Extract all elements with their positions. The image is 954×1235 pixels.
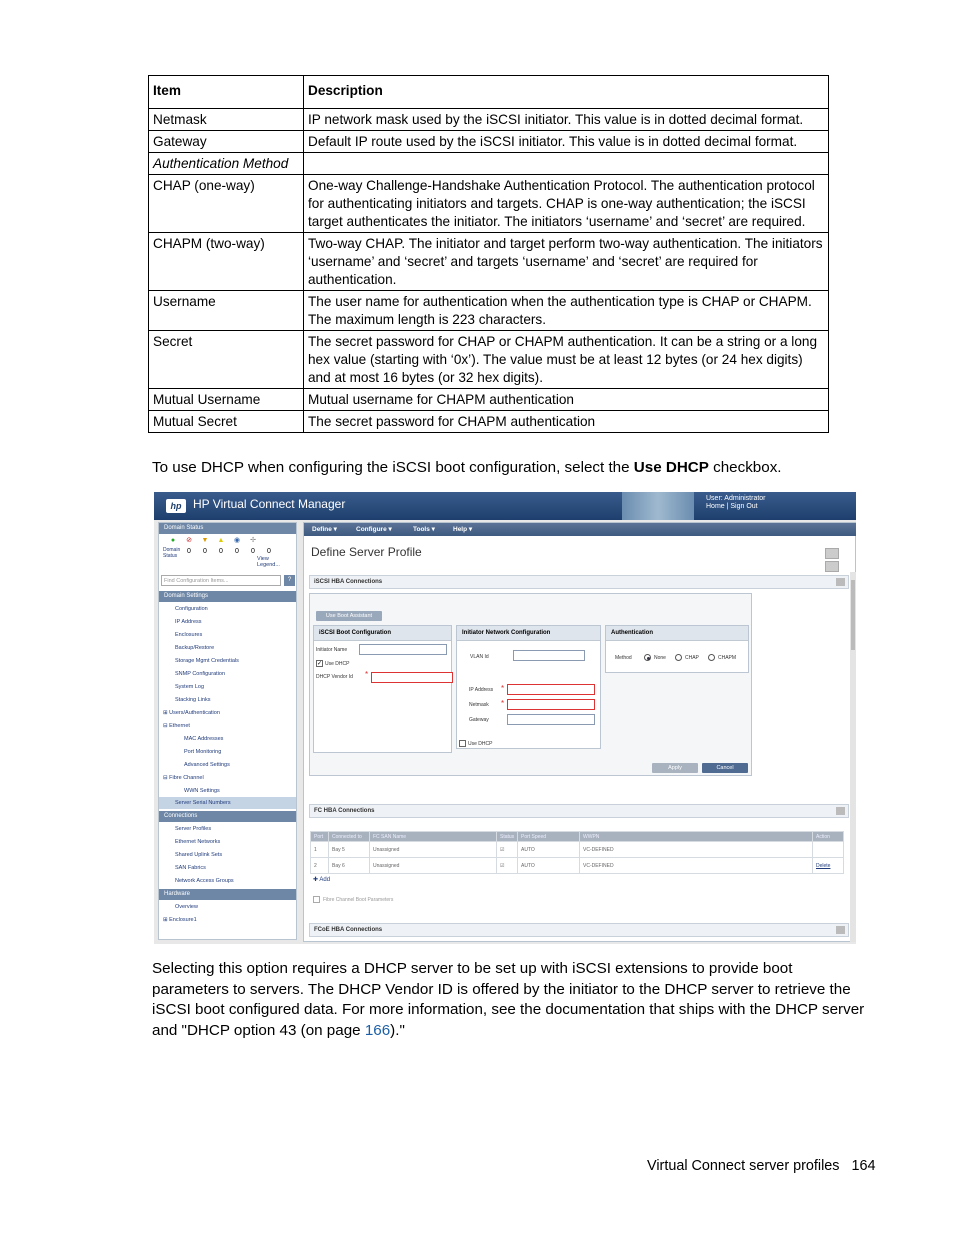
row-description: Default IP route used by the iSCSI initiator. This value is in dotted decimal format.	[304, 131, 829, 153]
menu-bar	[304, 523, 856, 536]
add-connection-link[interactable]	[313, 876, 330, 883]
nav-storage-credentials[interactable]: Storage Mgmt Credentials	[175, 658, 239, 664]
page-link[interactable]: 166	[364, 1021, 391, 1039]
nav-serial-numbers[interactable]: Server Serial Numbers	[175, 800, 231, 806]
body-paragraph	[152, 959, 872, 1041]
required-icon: *	[501, 699, 505, 708]
body-text-end: )."	[390, 1021, 405, 1039]
plus-icon: ✚	[313, 877, 320, 883]
fc-section-header	[309, 804, 849, 818]
vc-manager-screenshot	[154, 492, 856, 944]
method-label: Method	[615, 655, 632, 661]
hp-logo: hp	[166, 499, 186, 513]
fc-header-row	[311, 832, 844, 842]
method-chap-label: CHAP	[685, 655, 699, 661]
parameters-table	[148, 75, 829, 433]
row-item: CHAP (one-way)	[149, 175, 304, 233]
method-chapm-radio[interactable]	[708, 654, 715, 661]
nav-system-log[interactable]: System Log	[175, 684, 205, 690]
app-title: HP Virtual Connect Manager	[193, 497, 346, 511]
warning-icon: ▲	[217, 537, 225, 544]
vlan-input[interactable]	[513, 650, 585, 661]
nav-fibre-channel[interactable]	[163, 775, 204, 781]
menu-configure[interactable]: Configure ▾	[356, 526, 392, 533]
row-description: The secret password for CHAPM authentication	[304, 411, 829, 433]
expand-icon[interactable]: ⊞	[163, 917, 170, 923]
fc-col-action: Action	[813, 832, 844, 842]
authentication-header: Authentication	[606, 626, 748, 641]
footer-section: Virtual Connect server profiles	[647, 1158, 840, 1174]
use-dhcp-net-label: Use DHCP	[468, 741, 493, 747]
nav-ethernet[interactable]	[163, 723, 190, 729]
collapse-icon[interactable]: ⊟	[163, 775, 170, 781]
table-row	[149, 389, 829, 411]
body-text: Selecting this option requires a DHCP server to be set up with iSCSI extensions to provide boot parameters to servers. The DHCP Vendor ID is offered by the initiator to the DHCP server to retrieve the iSCSI boot configured data. For more information, see the documentation that ships with the DHCP server and "DHCP option 43 (on page	[152, 960, 865, 1039]
use-dhcp-label: Use DHCP	[325, 661, 350, 667]
vlan-label: VLAN Id	[470, 654, 489, 660]
required-icon: *	[365, 670, 369, 679]
fc-boot-checkbox[interactable]	[313, 896, 320, 903]
collapse-icon[interactable]: ⊟	[163, 723, 170, 729]
row-description: The user name for authentication when the authentication type is CHAP or CHAPM. The maximum length is 223 characters.	[304, 291, 829, 331]
dhcp-vendor-input[interactable]	[371, 672, 453, 683]
status-check-icon: ☑	[500, 862, 505, 869]
ip-address-label: IP Address	[469, 687, 494, 693]
nav-users-auth-label: Users/Authentication	[169, 710, 220, 716]
user-box	[706, 495, 766, 511]
fc-wwpn[interactable]: VC-DEFINED	[580, 858, 813, 874]
fc-col-port: Port	[311, 832, 329, 842]
count-critical: 0	[203, 548, 207, 555]
intro-paragraph	[152, 459, 782, 476]
menu-help[interactable]: Help ▾	[453, 526, 473, 533]
fc-status	[497, 858, 518, 874]
header-banner-image	[622, 492, 694, 520]
iscsi-section-header	[309, 575, 849, 589]
user-line: User: Administrator	[706, 495, 766, 502]
cancel-button[interactable]: Cancel	[702, 763, 748, 773]
count-warning: 0	[235, 548, 239, 555]
fc-connected: Bay 5	[329, 842, 370, 858]
nav-server-profiles[interactable]: Server Profiles	[175, 826, 212, 832]
nav-wwn-settings[interactable]: WWN Settings	[184, 788, 220, 794]
main-scrollbar[interactable]	[850, 572, 856, 942]
nav-snmp[interactable]: SNMP Configuration	[175, 671, 226, 677]
nav-enclosure1[interactable]	[163, 917, 197, 923]
page-buttons	[821, 548, 855, 574]
intro-text-end: checkbox.	[708, 459, 782, 476]
row-description: Two-way CHAP. The initiator and target perform two-way authentication. The initiators ‘username’ and ‘secret’ and targets ‘username’ and ‘secret’ are required for authentication.	[304, 233, 829, 291]
authentication-box	[605, 625, 749, 673]
row-item: CHAPM (two-way)	[149, 233, 304, 291]
page-title: Define Server Profile	[311, 545, 422, 559]
major-icon: ▼	[201, 537, 209, 544]
app-header	[154, 492, 856, 520]
iscsi-section-title: iSCSI HBA Connections	[314, 579, 383, 585]
fc-wwpn[interactable]: VC-DEFINED	[580, 842, 813, 858]
fc-san[interactable]: Unassigned	[370, 858, 497, 874]
fc-speed[interactable]: AUTO	[518, 842, 580, 858]
left-panel	[158, 522, 297, 940]
fc-port: 1	[311, 842, 329, 858]
unknown-icon: ✢	[250, 537, 256, 544]
nav-shared-uplink-sets[interactable]: Shared Uplink Sets	[175, 852, 223, 858]
fc-speed[interactable]: AUTO	[518, 858, 580, 874]
use-boot-assistant-button[interactable]: Use Boot Assistant	[316, 611, 382, 621]
nav-mac-addresses[interactable]: MAC Addresses	[184, 736, 224, 742]
nav-san-fabrics[interactable]: SAN Fabrics	[175, 865, 206, 871]
required-icon: *	[501, 684, 505, 693]
status-check-icon: ☑	[500, 846, 505, 853]
netmask-label: Netmask	[469, 702, 489, 708]
network-config-box	[456, 625, 601, 749]
fc-action[interactable]	[813, 842, 844, 858]
add-label: Add	[319, 877, 331, 883]
row-description: IP network mask used by the iSCSI initiator. This value is in dotted decimal format.	[304, 109, 829, 131]
use-dhcp-net-checkbox[interactable]	[459, 740, 466, 747]
fcoe-section-header	[309, 923, 849, 937]
view-legend-link[interactable]: View Legend...	[257, 556, 280, 568]
nav-overview[interactable]: Overview	[175, 904, 198, 910]
nav-users-auth[interactable]	[163, 710, 220, 716]
nav-port-monitoring[interactable]: Port Monitoring	[184, 749, 222, 755]
nav-ethernet-label: Ethernet	[169, 723, 190, 729]
nav-stacking-links[interactable]: Stacking Links	[175, 697, 211, 703]
page-footer	[647, 1158, 876, 1174]
table-row	[149, 291, 829, 331]
fc-delete-link[interactable]: Delete	[813, 858, 844, 874]
table-row	[149, 175, 829, 233]
domain-status-header: Domain Status	[159, 523, 296, 534]
menu-tools[interactable]: Tools ▾	[413, 526, 435, 533]
fc-col-san: FC SAN Name	[370, 832, 497, 842]
initiator-name-input[interactable]	[359, 644, 447, 655]
scrollbar-thumb[interactable]	[851, 580, 855, 650]
row-item: Netmask	[149, 109, 304, 131]
nav-configuration[interactable]: Configuration	[175, 606, 208, 612]
row-description	[304, 153, 829, 175]
nav-backup-restore[interactable]: Backup/Restore	[175, 645, 215, 651]
table-row	[311, 842, 844, 858]
gateway-input[interactable]	[507, 714, 595, 725]
header-item: Item	[149, 76, 304, 109]
table-header-row	[149, 76, 829, 109]
expand-icon[interactable]: ⊞	[163, 710, 170, 716]
boot-config-header: iSCSI Boot Configuration	[314, 626, 451, 641]
intro-text: To use DHCP when configuring the iSCSI boot configuration, select the	[152, 459, 634, 476]
count-major: 0	[219, 548, 223, 555]
find-help-button[interactable]: ?	[284, 575, 295, 586]
collapse-icon[interactable]	[836, 807, 845, 815]
nav-advanced-settings[interactable]: Advanced Settings	[184, 762, 230, 768]
initiator-name-label: Initiator Name	[316, 647, 348, 653]
row-description: One-way Challenge-Handshake Authentication Protocol. The authentication protocol for authenticating initiators and targets. CHAP is one-way authentication; the iSCSI target authenticates the initiator. The initiators ‘username’ and ‘secret’ are required.	[304, 175, 829, 233]
help-icon[interactable]	[825, 561, 839, 572]
count-unknown: 0	[267, 548, 271, 555]
fc-col-wwpn: WWPN	[580, 832, 813, 842]
fc-connected: Bay 6	[329, 858, 370, 874]
fcoe-section-title: FCoE HBA Connections	[314, 927, 383, 933]
info-icon: ◉	[233, 537, 241, 544]
page-number: 164	[851, 1158, 876, 1174]
count-info: 0	[251, 548, 255, 555]
row-item: Mutual Username	[149, 389, 304, 411]
domain-label: Domain Status	[163, 547, 181, 559]
critical-icon: ⊘	[186, 537, 192, 544]
table-row	[149, 131, 829, 153]
ip-address-input[interactable]	[507, 684, 595, 695]
method-chapm-label: CHAPM	[718, 655, 737, 661]
row-item: Mutual Secret	[149, 411, 304, 433]
method-none-radio[interactable]	[644, 654, 651, 661]
menu-define[interactable]: Define ▾	[312, 526, 337, 533]
fc-col-status: Status	[497, 832, 518, 842]
method-chap-radio[interactable]	[675, 654, 682, 661]
table-row	[311, 858, 844, 874]
collapse-icon[interactable]	[836, 926, 845, 934]
fc-san[interactable]: Unassigned	[370, 842, 497, 858]
nav-fc-label: Fibre Channel	[169, 775, 204, 781]
ok-icon: ●	[170, 537, 176, 544]
gateway-label: Gateway	[469, 717, 489, 723]
method-none-label: None	[654, 655, 666, 661]
table-row	[149, 233, 829, 291]
nav-ethernet-networks[interactable]: Ethernet Networks	[175, 839, 221, 845]
nav-enclosure-label: Enclosure1	[169, 917, 197, 923]
fc-port: 2	[311, 858, 329, 874]
netmask-input[interactable]	[507, 699, 595, 710]
table-row	[149, 109, 829, 131]
print-icon[interactable]	[825, 548, 839, 559]
row-item: Secret	[149, 331, 304, 389]
fc-col-connected: Connected to	[329, 832, 370, 842]
network-config-header: Initiator Network Configuration	[457, 626, 600, 641]
collapse-icon[interactable]	[836, 578, 845, 586]
row-item: Gateway	[149, 131, 304, 153]
row-description: The secret password for CHAP or CHAPM authentication. It can be a string or a long hex value (starting with ‘0x’). The value must be at least 12 bytes (or 24 hex digits) and at most 16 bytes (or 32 hex digits).	[304, 331, 829, 389]
row-item: Username	[149, 291, 304, 331]
use-dhcp-checkbox[interactable]: ✓	[317, 661, 323, 667]
apply-button[interactable]: Apply	[652, 763, 698, 773]
fc-col-speed: Port Speed	[518, 832, 580, 842]
intro-bold: Use DHCP	[633, 459, 709, 476]
home-signout-links[interactable]: Home | Sign Out	[706, 503, 758, 510]
fc-status	[497, 842, 518, 858]
table-row	[149, 331, 829, 389]
row-description: Mutual username for CHAPM authentication	[304, 389, 829, 411]
main-panel	[303, 522, 856, 942]
find-config-input[interactable]: Find Configuration Items...	[161, 575, 281, 586]
count-ok: 0	[187, 548, 191, 555]
fc-connections-table	[310, 831, 844, 874]
boot-config-box	[313, 625, 452, 753]
nav-enclosures[interactable]: Enclosures	[175, 632, 203, 638]
domain-settings-header[interactable]: Domain Settings	[159, 591, 296, 602]
row-item: Authentication Method	[149, 153, 304, 175]
hardware-header[interactable]: Hardware	[159, 889, 296, 900]
connections-header[interactable]: Connections	[159, 811, 296, 822]
header-description: Description	[304, 76, 829, 109]
nav-ip-address[interactable]: IP Address	[175, 619, 202, 625]
dhcp-vendor-label: DHCP Vendor Id	[316, 674, 353, 680]
fc-section-title: FC HBA Connections	[314, 808, 375, 814]
fc-boot-label: Fibre Channel Boot Parameters	[323, 897, 394, 903]
nav-network-access-groups[interactable]: Network Access Groups	[175, 878, 234, 884]
table-row	[149, 153, 829, 175]
table-row	[149, 411, 829, 433]
domain-status-icons	[163, 536, 293, 568]
